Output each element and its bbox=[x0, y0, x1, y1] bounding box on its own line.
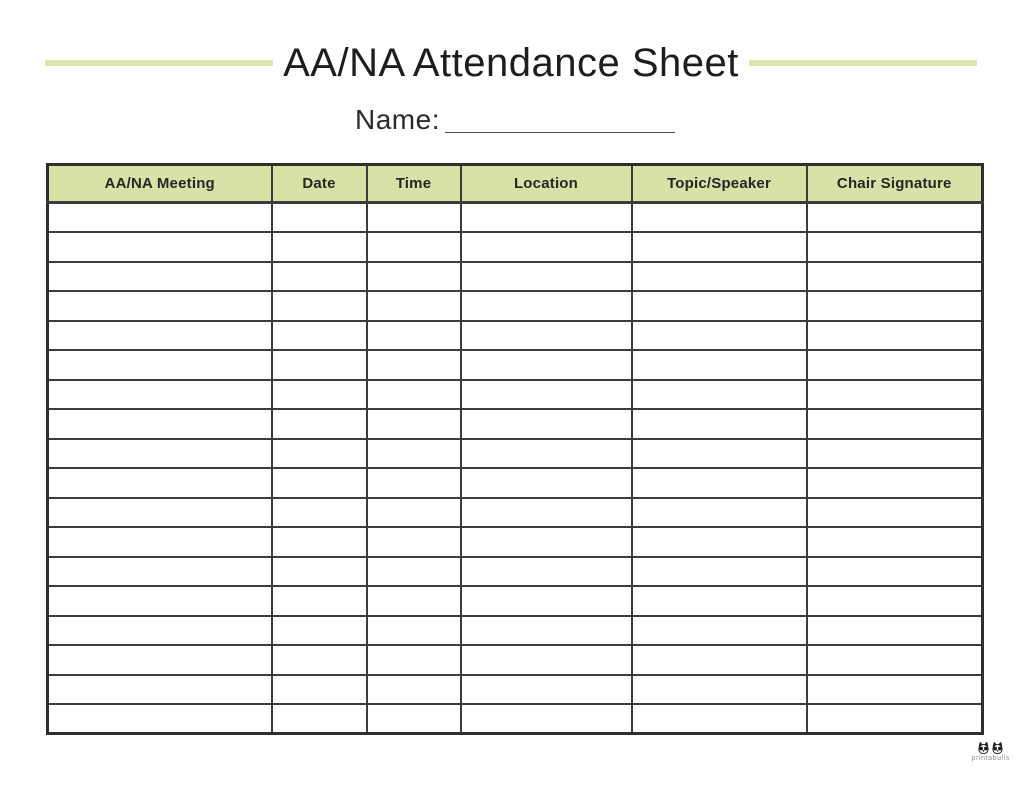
table-row bbox=[48, 409, 983, 439]
table-cell bbox=[807, 527, 983, 557]
table-row bbox=[48, 645, 983, 675]
title-band bbox=[0, 36, 1024, 90]
table-cell bbox=[272, 527, 367, 557]
table-cell bbox=[461, 645, 632, 675]
table-cell bbox=[807, 675, 983, 705]
table-cell bbox=[367, 527, 461, 557]
decorative-line-right bbox=[749, 60, 977, 66]
table-cell bbox=[807, 557, 983, 587]
table-cell bbox=[48, 380, 272, 410]
table-cell bbox=[461, 291, 632, 321]
table-cell bbox=[632, 704, 807, 734]
table-cell bbox=[807, 704, 983, 734]
table-cell bbox=[461, 203, 632, 233]
table-cell bbox=[632, 645, 807, 675]
table-cell bbox=[807, 291, 983, 321]
table-cell bbox=[367, 321, 461, 351]
table-cell bbox=[367, 645, 461, 675]
table-row bbox=[48, 704, 983, 734]
table-cell bbox=[48, 321, 272, 351]
table-cell bbox=[461, 350, 632, 380]
table-cell bbox=[807, 586, 983, 616]
table-cell bbox=[632, 409, 807, 439]
table-row bbox=[48, 203, 983, 233]
table-cell bbox=[48, 586, 272, 616]
table-row bbox=[48, 291, 983, 321]
table-row bbox=[48, 616, 983, 646]
table-cell bbox=[272, 380, 367, 410]
table-cell bbox=[48, 675, 272, 705]
table-cell bbox=[632, 527, 807, 557]
table-cell bbox=[367, 409, 461, 439]
table-row bbox=[48, 527, 983, 557]
table-cell bbox=[807, 262, 983, 292]
printabulls-logo bbox=[971, 741, 1010, 762]
table-cell bbox=[367, 291, 461, 321]
table-cell bbox=[807, 616, 983, 646]
table-cell bbox=[367, 704, 461, 734]
table-cell bbox=[48, 439, 272, 469]
table-cell bbox=[48, 262, 272, 292]
attendance-table bbox=[46, 163, 984, 735]
table-cell bbox=[367, 468, 461, 498]
table-cell bbox=[48, 409, 272, 439]
table-cell bbox=[272, 586, 367, 616]
table-cell bbox=[632, 262, 807, 292]
table-cell bbox=[48, 527, 272, 557]
table-cell bbox=[807, 439, 983, 469]
table-cell bbox=[632, 468, 807, 498]
table-row bbox=[48, 586, 983, 616]
table-cell bbox=[48, 557, 272, 587]
table-cell bbox=[367, 675, 461, 705]
table-cell bbox=[461, 380, 632, 410]
table-row bbox=[48, 350, 983, 380]
table-cell bbox=[48, 616, 272, 646]
table-header-row bbox=[48, 165, 983, 203]
table-cell bbox=[461, 616, 632, 646]
table-cell bbox=[48, 350, 272, 380]
name-label: Name: bbox=[355, 104, 440, 135]
table-cell bbox=[272, 321, 367, 351]
table-cell bbox=[461, 439, 632, 469]
table-cell bbox=[632, 232, 807, 262]
table-cell bbox=[272, 262, 367, 292]
table-row bbox=[48, 262, 983, 292]
table-cell bbox=[461, 262, 632, 292]
table-cell bbox=[367, 380, 461, 410]
table-cell bbox=[48, 498, 272, 528]
table-cell bbox=[272, 704, 367, 734]
table-row bbox=[48, 468, 983, 498]
table-cell bbox=[632, 380, 807, 410]
page-title: AA/NA Attendance Sheet bbox=[283, 40, 739, 85]
table-cell bbox=[807, 380, 983, 410]
table-row bbox=[48, 675, 983, 705]
table-row bbox=[48, 439, 983, 469]
table-cell bbox=[272, 232, 367, 262]
table-cell bbox=[367, 203, 461, 233]
table-cell bbox=[461, 586, 632, 616]
table-cell bbox=[632, 203, 807, 233]
table-cell bbox=[461, 557, 632, 587]
column-header: Date bbox=[272, 165, 367, 203]
table-cell bbox=[461, 527, 632, 557]
table-cell bbox=[632, 291, 807, 321]
table-cell bbox=[367, 498, 461, 528]
table-cell bbox=[807, 409, 983, 439]
name-row bbox=[355, 104, 675, 136]
table-cell bbox=[632, 586, 807, 616]
brand-text: printabulls bbox=[971, 755, 1010, 762]
table-cell bbox=[272, 468, 367, 498]
table-cell bbox=[272, 616, 367, 646]
table-cell bbox=[272, 203, 367, 233]
table-cell bbox=[807, 232, 983, 262]
column-header: Time bbox=[367, 165, 461, 203]
table-row bbox=[48, 321, 983, 351]
table-cell bbox=[367, 586, 461, 616]
table-cell bbox=[461, 321, 632, 351]
table-cell bbox=[461, 409, 632, 439]
table-cell bbox=[367, 439, 461, 469]
table-cell bbox=[632, 498, 807, 528]
table-cell bbox=[48, 232, 272, 262]
column-header: AA/NA Meeting bbox=[48, 165, 272, 203]
table-cell bbox=[807, 645, 983, 675]
table-cell bbox=[807, 203, 983, 233]
column-header: Chair Signature bbox=[807, 165, 983, 203]
table-row bbox=[48, 498, 983, 528]
table-cell bbox=[807, 321, 983, 351]
table-cell bbox=[367, 616, 461, 646]
table-cell bbox=[807, 350, 983, 380]
table-cell bbox=[367, 350, 461, 380]
table-cell bbox=[632, 350, 807, 380]
bulldog-faces-icon bbox=[977, 741, 1004, 754]
table-cell bbox=[367, 232, 461, 262]
table-cell bbox=[272, 350, 367, 380]
table-cell bbox=[461, 232, 632, 262]
table-cell bbox=[461, 675, 632, 705]
table-cell bbox=[48, 704, 272, 734]
table-cell bbox=[461, 704, 632, 734]
table-cell bbox=[272, 291, 367, 321]
table-row bbox=[48, 380, 983, 410]
table-cell bbox=[632, 675, 807, 705]
table-cell bbox=[272, 409, 367, 439]
table-cell bbox=[632, 439, 807, 469]
name-underline bbox=[445, 132, 675, 133]
decorative-line-left bbox=[45, 60, 273, 66]
table-cell bbox=[807, 498, 983, 528]
table-cell bbox=[48, 203, 272, 233]
table-row bbox=[48, 557, 983, 587]
table-cell bbox=[807, 468, 983, 498]
table-cell bbox=[272, 557, 367, 587]
table-cell bbox=[367, 557, 461, 587]
table-cell bbox=[632, 557, 807, 587]
table-cell bbox=[272, 498, 367, 528]
column-header: Location bbox=[461, 165, 632, 203]
bulldog-face-icon bbox=[977, 741, 990, 754]
table-cell bbox=[48, 468, 272, 498]
table-cell bbox=[48, 645, 272, 675]
bulldog-face-icon bbox=[991, 741, 1004, 754]
table-cell bbox=[272, 439, 367, 469]
column-header: Topic/Speaker bbox=[632, 165, 807, 203]
table-cell bbox=[461, 498, 632, 528]
table-cell bbox=[461, 468, 632, 498]
table-cell bbox=[632, 321, 807, 351]
table-cell bbox=[632, 616, 807, 646]
table-cell bbox=[367, 262, 461, 292]
table-cell bbox=[48, 291, 272, 321]
table-cell bbox=[272, 675, 367, 705]
table-cell bbox=[272, 645, 367, 675]
table-row bbox=[48, 232, 983, 262]
